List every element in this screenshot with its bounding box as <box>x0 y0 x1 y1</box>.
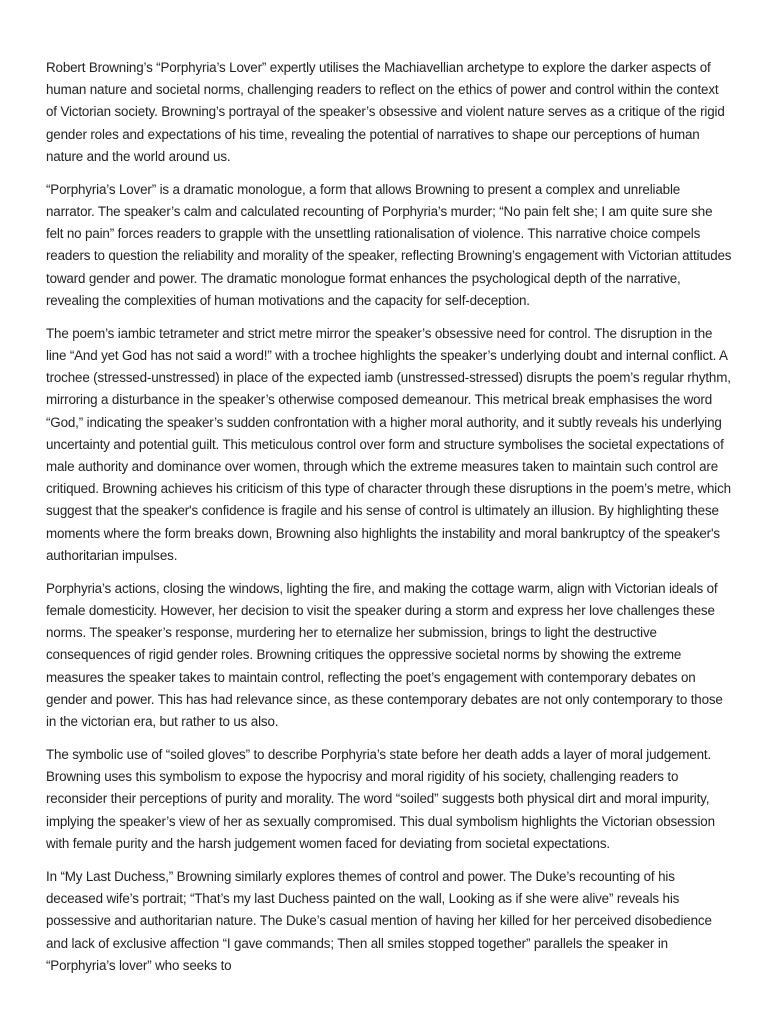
paragraph-domesticity: Porphyria’s actions, closing the windows, lighting the fire, and making the cottage warm, align with Victorian ideals of female domesticity. However, her decision to visit the speaker during a storm and express her love challenges these norms. The speaker’s response, murdering her to eternalize her submission, brings to light the destructive consequences of rigid gender roles. Browning critiques the oppressive societal norms by showing the extreme measures the speaker takes to maintain control, reflecting the poet’s engagement with contemporary debates on gender and power. This has had relevance since, as these contemporary debates are not only contemporary to those in the victorian era, but rather to us also. <box>46 580 723 730</box>
paragraph-soiled-gloves: The symbolic use of “soiled gloves” to describe Porphyria’s state before her death adds a layer of moral judgement. Browning uses this symbolism to expose the hypocrisy and moral rigidity of his society, challenging readers to reconsider their perceptions of purity and morality. The word “soiled” suggests both physical dirt and moral impurity, implying the speaker’s view of her as sexually compromised. This dual symbolism highlights the Victorian obsession with female purity and the harsh judgement women faced for deviating from societal expectations. <box>46 747 715 851</box>
paragraph-metre: The poem’s iambic tetrameter and strict metre mirror the speaker’s obsessive need for control. The disruption in the line “And yet God has not said a word!” with a trochee highlights the speaker’s underlying doubt and internal conflict. A trochee (stressed-unstressed) in place of the expected iamb (unstressed-stressed) disrupts the poem’s regular rhythm, mirroring a disturbance in the speaker’s otherwise composed demeanour. This metrical break emphasises the word “God,” indicating the speaker’s sudden confrontation with a higher moral authority, and it subtly reveals his underlying uncertainty and potential guilt. This meticulous control over form and structure symbolises the societal expectations of male authority and dominance over women, through which the extreme measures taken to maintain such control are critiqued. Browning achieves his criticism of this type of character through these disruptions in the poem’s metre, which suggest that the speaker's confidence is fragile and his sense of control is ultimately an illusion. By highlighting these moments where the form breaks down, Browning also highlights the instability and moral bankruptcy of the speaker's authoritarian impulses. <box>46 325 731 563</box>
paragraph-introduction: Robert Browning’s “Porphyria’s Lover” expertly utilises the Machiavellian archetype to explore the darker aspects of human nature and societal norms, challenging readers to reflect on the ethics of power and control within the context of Victorian society. Browning’s portrayal of the speaker’s obsessive and violent nature serves as a critique of the rigid gender roles and expectations of his time, revealing the potential of narratives to shape our perceptions of human nature and the world around us. <box>46 60 725 164</box>
paragraph-my-last-duchess: In “My Last Duchess,” Browning similarly explores themes of control and power. The Duke’s recounting of his deceased wife’s portrait; “That’s my last Duchess painted on the wall, Looking as if she were alive” reveals his possessive and authoritarian nature. The Duke’s casual mention of having her killed for her perceived disobedience and lack of exclusive affection “I gave commands; Then all smiles stopped together” parallels the speaker in “Porphyria’s lover” who seeks to <box>46 868 712 973</box>
paragraph-dramatic-monologue: “Porphyria’s Lover” is a dramatic monologue, a form that allows Browning to present a complex and unreliable narrator. The speaker’s calm and calculated recounting of Porphyria’s murder; “No pain felt she; I am quite sure she felt no pain” forces readers to grapple with the unsettling rationalisation of violence. This narrative choice compels readers to question the reliability and morality of the speaker, reflecting Browning’s engagement with Victorian attitudes toward gender and power. The dramatic monologue format enhances the psychological depth of the narrative, revealing the complexities of human motivations and the capacity for self-deception. <box>46 181 732 308</box>
document-body <box>46 57 732 988</box>
